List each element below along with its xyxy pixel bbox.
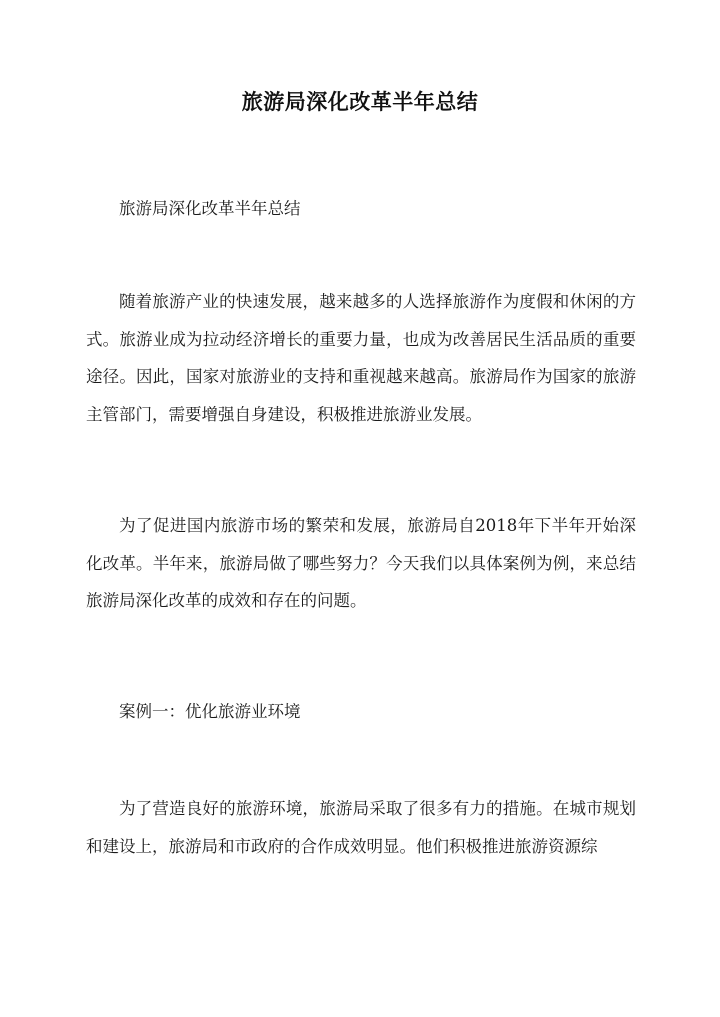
document-title: 旅游局深化改革半年总结 (241, 89, 479, 114)
case-heading: 案例一：优化旅游业环境 (119, 702, 301, 721)
paragraph-reform: 为了促进国内旅游市场的繁荣和发展，旅游局自2018年下半年开始深化改革。半年来，旅游局做了哪些努力？今天我们以具体案例为例，来总结旅游局深化改革的成效和存在的问题。 (86, 516, 636, 610)
paragraph-case-one: 为了营造良好的旅游环境，旅游局采取了很多有力的措施。在城市规划和建设上，旅游局和市政府的合作成效明显。他们积极推进旅游资源综 (86, 799, 636, 856)
paragraph-intro: 随着旅游产业的快速发展，越来越多的人选择旅游作为度假和休闲的方式。旅游业成为拉动经济增长的重要力量，也成为改善居民生活品质的重要途径。因此，国家对旅游业的支持和重视越来越高。旅游局作为国家的旅游主管部门，需要增强自身建设，积极推进旅游业发展。 (86, 292, 636, 424)
document-subtitle: 旅游局深化改革半年总结 (119, 199, 301, 218)
